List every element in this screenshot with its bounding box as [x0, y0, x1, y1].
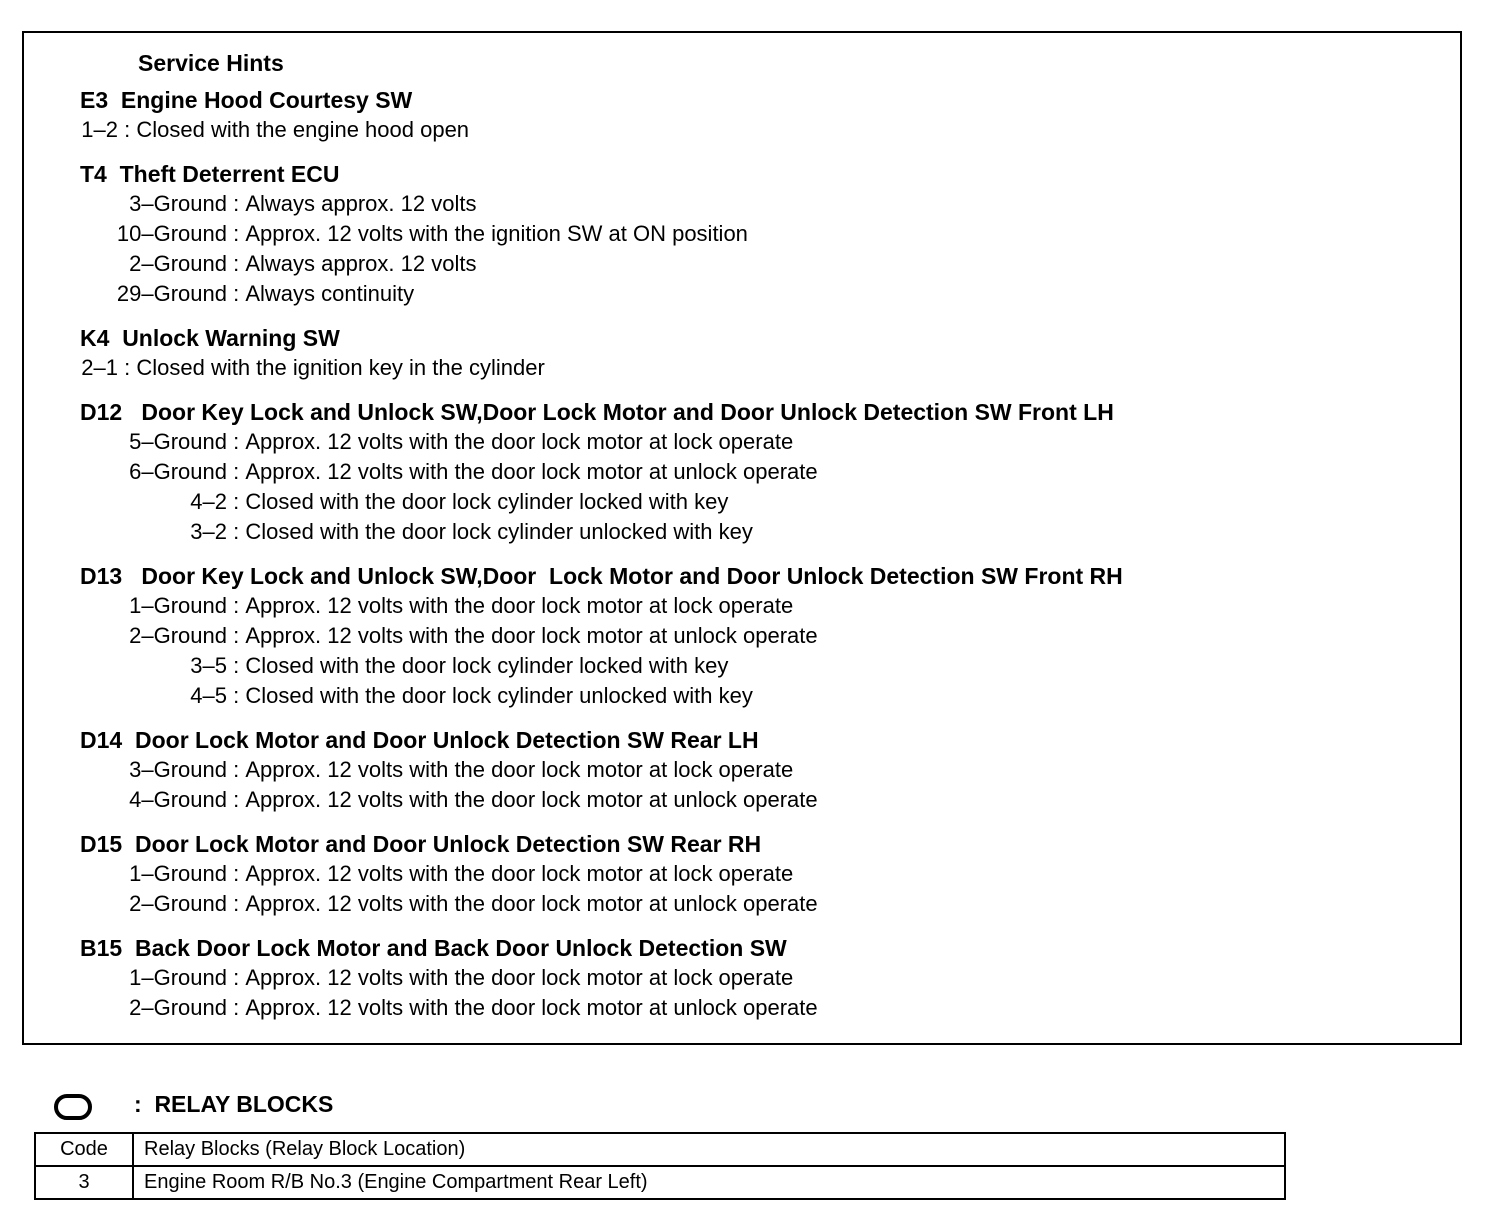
hint-pins: 3–2	[190, 519, 227, 544]
hint-description: Approx. 12 volts with the door lock motor at lock operate	[245, 757, 794, 782]
hint-pins: 3–Ground	[129, 191, 227, 216]
hint-line	[80, 427, 1123, 457]
hint-separator: :	[227, 965, 246, 990]
relay-block-icon	[54, 1094, 92, 1120]
hint-pins: 5–Ground	[129, 429, 227, 454]
hint-separator: :	[227, 489, 246, 514]
hint-line	[80, 785, 1123, 815]
component-title	[80, 85, 1123, 115]
hint-component-d15	[80, 829, 1123, 919]
hint-separator: :	[227, 995, 246, 1020]
hint-description: Approx. 12 volts with the door lock motor at lock operate	[245, 965, 794, 990]
hint-pins: 2–Ground	[129, 891, 227, 916]
component-code: D12	[80, 399, 123, 425]
hint-pins: 1–Ground	[129, 861, 227, 886]
component-title	[80, 159, 1123, 189]
hint-line	[80, 279, 1123, 309]
hint-line	[80, 115, 1123, 145]
table-header-row	[35, 1133, 1285, 1166]
hint-line	[80, 591, 1123, 621]
hint-separator: :	[227, 653, 246, 678]
hint-separator: :	[118, 355, 137, 380]
component-code: B15	[80, 935, 123, 961]
component-name: Door Lock Motor and Door Unlock Detection SW Rear LH	[134, 727, 759, 753]
hint-pins: 1–Ground	[129, 965, 227, 990]
hint-separator: :	[118, 117, 137, 142]
component-name: Engine Hood Courtesy SW	[120, 87, 413, 113]
hint-pins: 2–Ground	[129, 995, 227, 1020]
relay-blocks-legend	[54, 1086, 333, 1122]
component-code-gap	[122, 935, 135, 961]
hint-separator: :	[227, 429, 246, 454]
hint-separator: :	[227, 191, 246, 216]
hint-pins: 10–Ground	[116, 221, 227, 246]
hint-component-d14	[80, 725, 1123, 815]
hint-pins: 4–2	[190, 489, 227, 514]
hint-line	[80, 963, 1123, 993]
hint-description: Closed with the door lock cylinder locked with key	[245, 653, 729, 678]
hint-pins: 1–Ground	[129, 593, 227, 618]
service-hints-list	[80, 85, 1123, 1037]
component-title	[80, 397, 1123, 427]
component-name: Unlock Warning SW	[122, 325, 340, 351]
hint-line	[80, 651, 1123, 681]
component-title	[80, 933, 1123, 963]
hint-component-e3	[80, 85, 1123, 145]
component-code-gap	[108, 87, 121, 113]
hint-description: Approx. 12 volts with the door lock motor at unlock operate	[245, 459, 818, 484]
hint-description: Approx. 12 volts with the door lock motor at lock operate	[245, 429, 794, 454]
component-code-gap	[122, 831, 135, 857]
component-name: Door Lock Motor and Door Unlock Detection SW Rear RH	[134, 831, 762, 857]
hint-separator: :	[227, 787, 246, 812]
relay-code-cell: 3	[35, 1166, 133, 1199]
hint-description: Approx. 12 volts with the door lock motor at lock operate	[245, 593, 794, 618]
hint-line	[80, 189, 1123, 219]
hint-description: Closed with the door lock cylinder locked with key	[245, 489, 729, 514]
component-code-gap	[122, 563, 141, 589]
hint-description: Approx. 12 volts with the door lock motor at unlock operate	[245, 623, 818, 648]
component-name: Back Door Lock Motor and Back Door Unlock Detection SW	[134, 935, 787, 961]
hint-component-d13	[80, 561, 1123, 711]
hint-pins: 2–Ground	[129, 623, 227, 648]
hint-line	[80, 487, 1123, 517]
hint-separator: :	[227, 861, 246, 886]
hint-pins: 1–2	[81, 117, 118, 142]
hint-line	[80, 249, 1123, 279]
hint-separator: :	[227, 281, 246, 306]
hint-pins: 4–Ground	[129, 787, 227, 812]
hint-line	[80, 219, 1123, 249]
table-row	[35, 1166, 1285, 1199]
hint-component-k4	[80, 323, 1123, 383]
hint-line	[80, 681, 1123, 711]
hint-line	[80, 755, 1123, 785]
hint-pins: 2–Ground	[129, 251, 227, 276]
code-column-header: Code	[35, 1133, 133, 1166]
hint-pins: 6–Ground	[129, 459, 227, 484]
component-code-gap	[107, 161, 120, 187]
component-code: T4	[80, 161, 107, 187]
hint-line	[80, 889, 1123, 919]
hint-separator: :	[227, 623, 246, 648]
hint-description: Approx. 12 volts with the door lock motor at unlock operate	[245, 787, 818, 812]
component-code: E3	[80, 87, 109, 113]
hint-line	[80, 621, 1123, 651]
relay-blocks-table	[34, 1132, 1286, 1200]
relay-location-column-header: Relay Blocks (Relay Block Location)	[133, 1133, 1285, 1166]
hint-description: Always continuity	[245, 281, 415, 306]
hint-separator: :	[227, 459, 246, 484]
hint-pins: 29–Ground	[116, 281, 227, 306]
component-title	[80, 829, 1123, 859]
component-code: D13	[80, 563, 123, 589]
hint-separator: :	[227, 683, 246, 708]
hint-description: Approx. 12 volts with the door lock motor at lock operate	[245, 861, 794, 886]
hint-separator: :	[227, 251, 246, 276]
hint-description: Approx. 12 volts with the door lock motor at unlock operate	[245, 995, 818, 1020]
hint-description: Closed with the engine hood open	[136, 117, 470, 142]
hint-description: Closed with the door lock cylinder unlocked with key	[245, 519, 753, 544]
component-title	[80, 725, 1123, 755]
component-name: Door Key Lock and Unlock SW,Door Lock Motor and Door Unlock Detection SW Front RH	[141, 563, 1123, 589]
hint-line	[80, 457, 1123, 487]
component-name: Door Key Lock and Unlock SW,Door Lock Motor and Door Unlock Detection SW Front LH	[141, 399, 1114, 425]
component-code-gap	[122, 399, 141, 425]
service-hints-title: Service Hints	[124, 49, 298, 77]
component-code-gap	[109, 325, 122, 351]
relay-blocks-legend-label: : RELAY BLOCKS	[134, 1090, 334, 1117]
hint-separator: :	[227, 221, 246, 246]
hint-description: Always approx. 12 volts	[245, 251, 477, 276]
hint-pins: 3–Ground	[129, 757, 227, 782]
hint-component-d12	[80, 397, 1123, 547]
hint-pins: 3–5	[190, 653, 227, 678]
hint-description: Always approx. 12 volts	[245, 191, 477, 216]
hint-description: Closed with the door lock cylinder unlocked with key	[245, 683, 753, 708]
hint-separator: :	[227, 891, 246, 916]
hint-description: Closed with the ignition key in the cylinder	[136, 355, 545, 380]
hint-separator: :	[227, 757, 246, 782]
component-name: Theft Deterrent ECU	[119, 161, 340, 187]
hint-line	[80, 993, 1123, 1023]
component-title	[80, 323, 1123, 353]
hint-line	[80, 517, 1123, 547]
hint-component-b15	[80, 933, 1123, 1023]
hint-pins: 4–5	[190, 683, 227, 708]
component-code: K4	[80, 325, 110, 351]
hint-line	[80, 859, 1123, 889]
hint-component-t4	[80, 159, 1123, 309]
hint-line	[80, 353, 1123, 383]
hint-description: Approx. 12 volts with the door lock motor at unlock operate	[245, 891, 818, 916]
component-title	[80, 561, 1123, 591]
hint-separator: :	[227, 519, 246, 544]
component-code-gap	[122, 727, 135, 753]
hint-pins: 2–1	[81, 355, 118, 380]
component-code: D15	[80, 831, 123, 857]
component-code: D14	[80, 727, 123, 753]
hint-separator: :	[227, 593, 246, 618]
relay-location-cell: Engine Room R/B No.3 (Engine Compartment Rear Left)	[133, 1166, 1285, 1199]
service-hints-box	[22, 31, 1462, 1045]
hint-description: Approx. 12 volts with the ignition SW at ON position	[245, 221, 748, 246]
